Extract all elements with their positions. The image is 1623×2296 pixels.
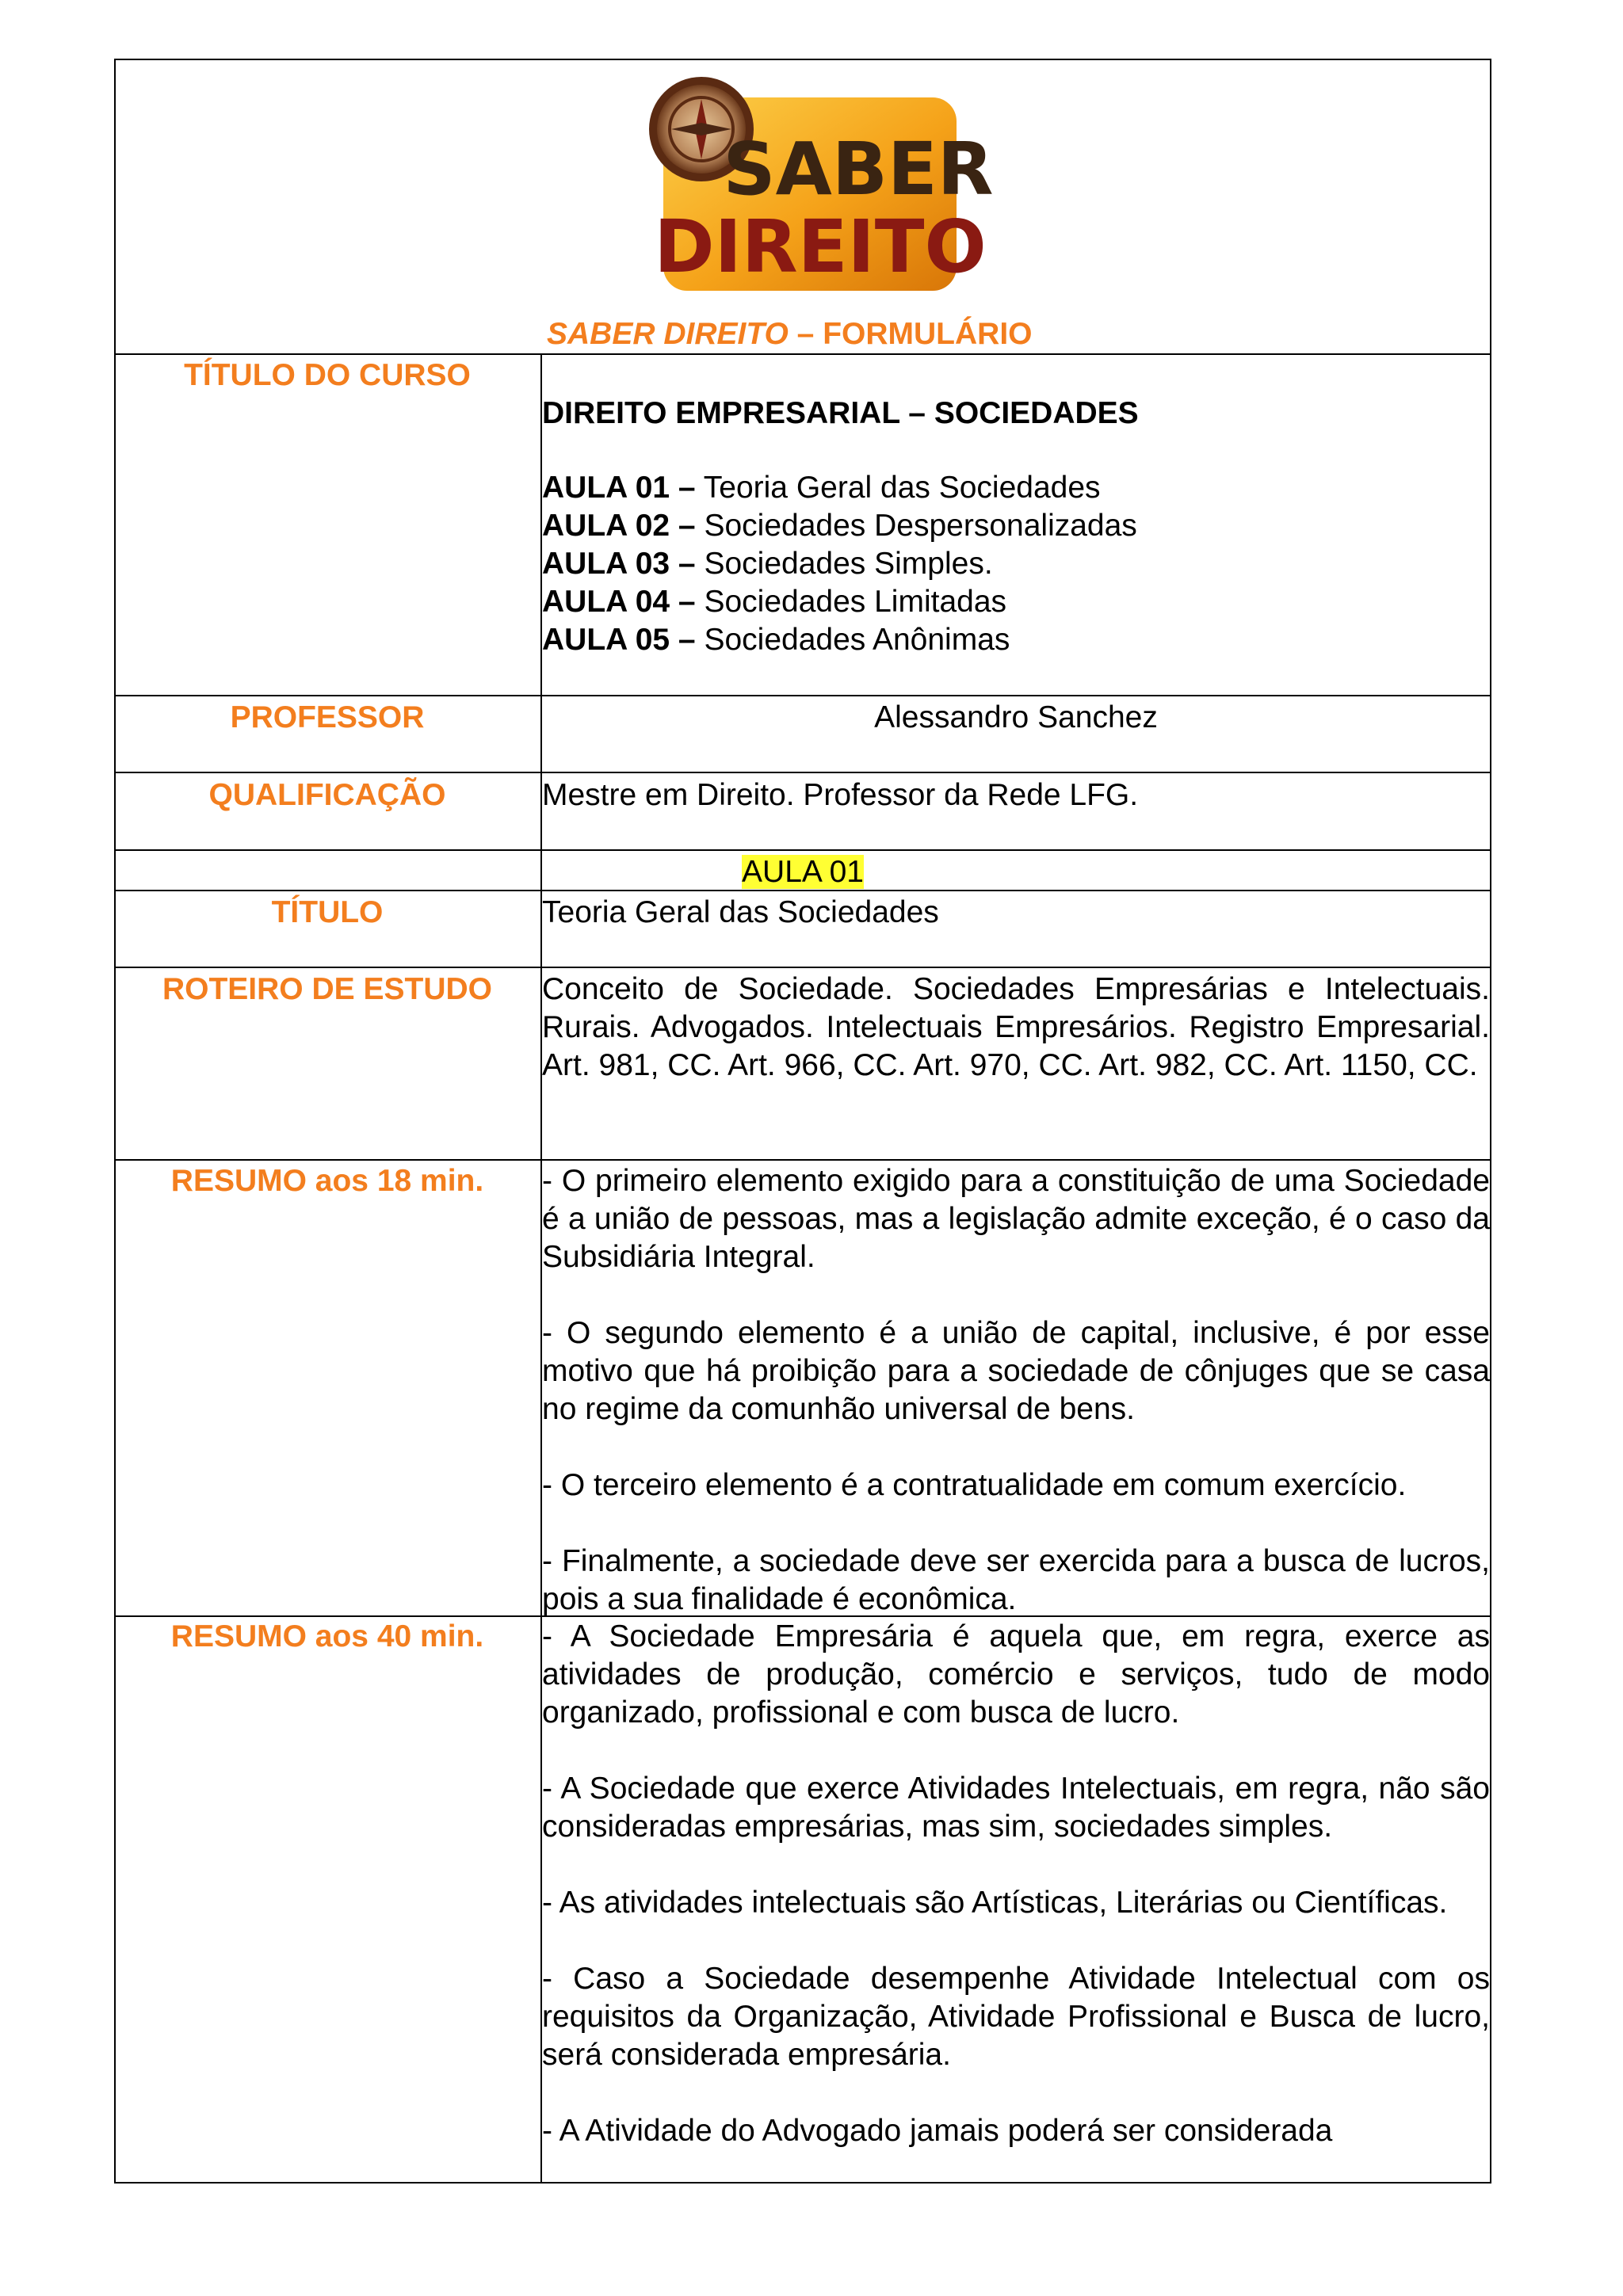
row-divider: [114, 967, 1491, 968]
course-title: DIREITO EMPRESARIAL – SOCIEDADES: [542, 396, 1139, 430]
lesson-item: [542, 545, 993, 583]
resumo-paragraph: - A Sociedade que exerce Atividades Intelectuais, em regra, não são consideradas empresárias, mas sim, sociedades simples.: [542, 1772, 1490, 1844]
resumo-paragraph: - Finalmente, a sociedade deve ser exercida para a busca de lucros, pois a sua finalidade é econômica.: [542, 1544, 1490, 1616]
resumo-paragraph: - As atividades intelectuais são Artísticas, Literárias ou Científicas.: [542, 1886, 1448, 1920]
titulo-value: Teoria Geral das Sociedades: [542, 895, 939, 929]
row-divider: [114, 353, 1491, 355]
logo-text-direito: DIREITO: [654, 204, 987, 289]
saber-direito-logo: [622, 75, 994, 297]
resumo-paragraph: - A Sociedade Empresária é aquela que, em regra, exerce as atividades de produção, comércio e serviços, tudo de modo organizado, profissional e com busca de lucro.: [542, 1619, 1490, 1730]
lesson-name: Sociedades Anônimas: [695, 623, 1010, 657]
lesson-item: [542, 507, 1137, 545]
professor-name: Alessandro Sanchez: [874, 700, 1158, 734]
professor-label: PROFESSOR: [230, 700, 425, 734]
resumo-paragraph: - A Atividade do Advogado jamais poderá ser considerada: [542, 2114, 1333, 2148]
aula-heading: AULA 01: [742, 855, 864, 889]
lesson-number: AULA 01 –: [542, 471, 696, 505]
titulo-label: TÍTULO: [271, 895, 384, 929]
lesson-number: AULA 02 –: [542, 509, 696, 543]
resumo-paragraph: - O segundo elemento é a união de capital, inclusive, é por esse motivo que há proibição para a sociedade de cônjuges que se casa no regime da comunhão universal de bens.: [542, 1316, 1490, 1426]
row-divider: [114, 695, 1491, 696]
table-bottom-border: [114, 2182, 1491, 2183]
lesson-item: [542, 621, 1010, 659]
roteiro-text: Conceito de Sociedade. Sociedades Empresárias e Intelectuais. Rurais. Advogados. Intelectuais Empresários. Registro Empresarial. Art. 981, CC. Art. 966, CC. Art. 970, CC. Art. 982, CC. Art. 1150, CC.: [542, 972, 1490, 1082]
lesson-name: Sociedades Despersonalizadas: [695, 509, 1137, 543]
resumo-18-label: RESUMO aos 18 min.: [170, 1164, 484, 1198]
qualification-value: Mestre em Direito. Professor da Rede LFG.: [542, 778, 1139, 812]
resumo-40-label: RESUMO aos 40 min.: [170, 1619, 484, 1653]
logo-text-saber: SABER: [723, 127, 994, 212]
table-top-border: [114, 59, 1491, 60]
lesson-name: Sociedades Simples.: [695, 547, 993, 581]
lesson-item: [542, 583, 1006, 621]
resumo-40-text: [542, 1618, 1490, 2177]
qualification-label: QUALIFICAÇÃO: [208, 778, 446, 812]
lesson-number: AULA 05 –: [542, 623, 696, 657]
lesson-number: AULA 04 –: [542, 585, 696, 619]
lesson-number: AULA 03 –: [542, 547, 696, 581]
lesson-item: [542, 469, 1101, 507]
row-divider: [114, 1159, 1491, 1161]
lesson-name: Sociedades Limitadas: [695, 585, 1007, 619]
roteiro-label: ROTEIRO DE ESTUDO: [162, 972, 493, 1006]
resumo-paragraph: - Caso a Sociedade desempenhe Atividade Intelectual com os requisitos da Organização, Atividade Profissional e Busca de lucro, será considerada empresária.: [542, 1962, 1490, 2072]
lesson-name: Teoria Geral das Sociedades: [695, 471, 1101, 505]
resumo-18-text: [542, 1162, 1490, 1619]
resumo-paragraph: - O terceiro elemento é a contratualidade em comum exercício.: [542, 1468, 1407, 1502]
course-title-label: TÍTULO DO CURSO: [184, 358, 471, 392]
row-divider: [114, 849, 1491, 851]
form-title: SABER DIREITO – FORMULÁRIO: [547, 317, 1033, 351]
row-divider: [114, 772, 1491, 773]
resumo-paragraph: - O primeiro elemento exigido para a constituição de uma Sociedade é a união de pessoas, mas a legislação admite exceção, é o caso da Subsidiária Integral.: [542, 1164, 1490, 1274]
